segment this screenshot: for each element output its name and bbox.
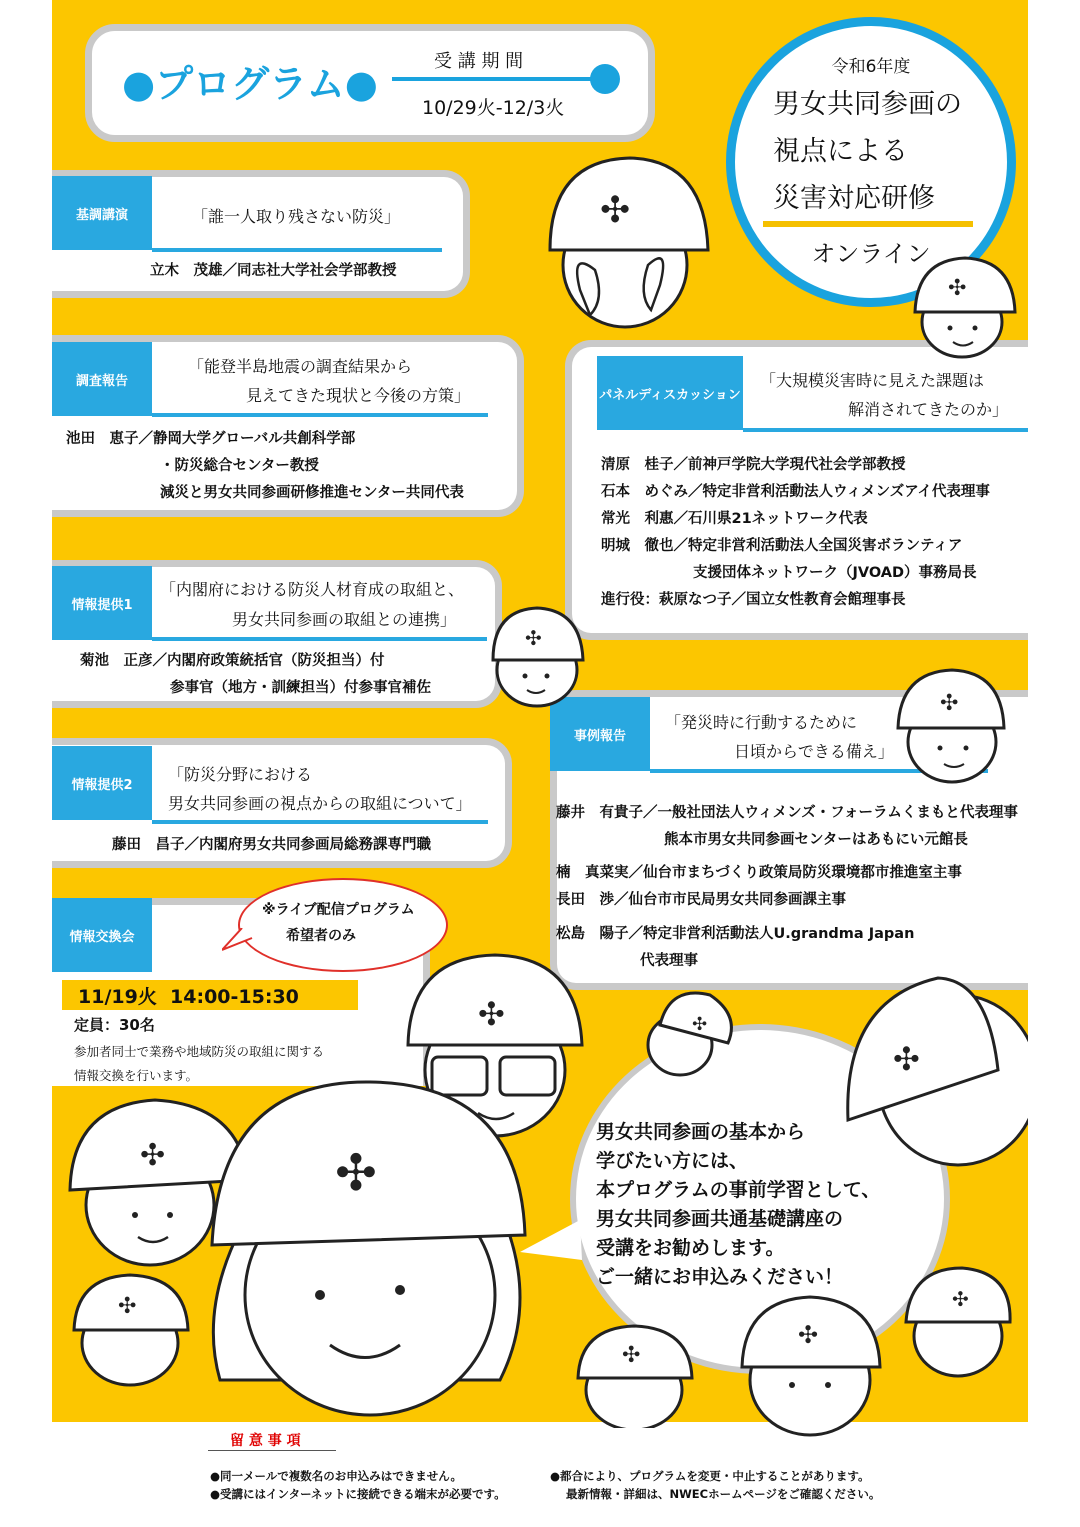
- panel-title-line1: 「大規模災害時に見えた課題は: [760, 371, 985, 390]
- exchange-tag: 情報交換会: [52, 898, 152, 972]
- note-right-1: ●都合により、プログラムを変更・中止することがあります。: [550, 1469, 870, 1483]
- program-label: ●プログラム●: [122, 62, 378, 106]
- course-year: 令和6年度: [831, 57, 911, 77]
- helmet-character-illustration-bottom-center: [572, 1318, 697, 1428]
- svg-text:✣: ✣: [952, 1287, 969, 1311]
- svg-text:✣: ✣: [118, 1294, 137, 1319]
- info1-title-line2: 男女共同参画の取組との連携」: [232, 610, 457, 629]
- info1-speaker-line1: 菊池 正彦／内閣府政策統括官（防災担当）付: [80, 653, 385, 669]
- exchange-datetime: 11/19火 14:00-15:30: [78, 986, 299, 1008]
- info2-title-line2: 男女共同参画の視点からの取組について」: [168, 794, 472, 813]
- survey-title-line1: 「能登半島地震の調査結果から: [188, 357, 413, 376]
- svg-text:✣: ✣: [140, 1138, 166, 1173]
- case-tag: 事例報告: [550, 697, 650, 771]
- panel-underline: [743, 428, 1028, 432]
- program-line: [392, 77, 602, 81]
- course-title-line1: 男女共同参画の: [773, 89, 962, 120]
- svg-text:✣: ✣: [692, 1014, 708, 1035]
- survey-speaker-line2: ・防災総合センター教授: [160, 458, 319, 474]
- case-title-line2: 日頃からできる備え」: [734, 742, 894, 761]
- exchange-capacity: 定員：30名: [74, 1016, 155, 1034]
- notes-heading: 留 意 事 項: [230, 1433, 301, 1449]
- recommend-line4: 男女共同参画共通基礎講座の: [596, 1208, 844, 1230]
- helmet-character-illustration-mid-right: [890, 660, 1010, 785]
- note-left-1: ●同一メールで複数名のお申込みはできません。: [210, 1469, 462, 1483]
- svg-text:✣: ✣: [948, 276, 967, 301]
- recommend-line2: 学びたい方には、: [596, 1150, 749, 1172]
- period-label: 受 講 期 間: [434, 51, 524, 72]
- small-dizzy-helmet-character-illustration: [640, 985, 740, 1080]
- note-right-2: 最新情報・詳細は、NWECホームページをご確認ください。: [566, 1487, 881, 1501]
- survey-speaker-line3: 減災と男女共同参画研修推進センター共同代表: [160, 485, 464, 501]
- period-end-dot: [590, 64, 620, 94]
- recommend-line3: 本プログラムの事前学習として、: [596, 1179, 881, 1201]
- bubble-line2: 希望者のみ: [286, 928, 356, 944]
- info1-tag: 情報提供1: [52, 566, 152, 640]
- program-header-box: [85, 24, 655, 142]
- worried-helmet-character-illustration: [520, 140, 730, 340]
- recommend-line1: 男女共同参画の基本から: [596, 1121, 806, 1143]
- note-left-2: ●受講にはインターネットに接続できる端末が必要です。: [210, 1487, 506, 1501]
- case-title-line1: 「発災時に行動するために: [665, 713, 858, 732]
- info1-underline: [152, 637, 487, 641]
- info2-title-line1: 「防災分野における: [168, 765, 313, 784]
- case-speaker-4-cont: 代表理事: [640, 953, 698, 969]
- course-divider: [763, 221, 973, 227]
- svg-text:✣: ✣: [940, 691, 959, 716]
- keynote-title: 「誰一人取り残さない防災」: [192, 207, 401, 226]
- keynote-tag: 基調講演: [52, 176, 152, 250]
- svg-text:✣: ✣: [600, 190, 631, 231]
- helmet-character-illustration-mid-left: [485, 600, 590, 710]
- panel-speaker-4-cont: 支援団体ネットワーク（JVOAD）事務局長: [693, 565, 977, 581]
- survey-underline: [152, 413, 488, 417]
- case-speaker-3: 長田 渉／仙台市市民局男女共同参画課主事: [556, 892, 846, 908]
- info2-tag: 情報提供2: [52, 746, 152, 820]
- notes-heading-underline: [208, 1450, 336, 1451]
- survey-tag: 調査報告: [52, 342, 152, 416]
- course-title-line3: 災害対応研修: [773, 183, 935, 214]
- survey-speaker-line1: 池田 恵子／静岡大学グローバル共創科学部: [66, 431, 356, 447]
- main-long-hair-helmet-character-illustration: [200, 1060, 540, 1422]
- svg-text:✣: ✣: [798, 1321, 819, 1349]
- surprised-helmet-character-illustration: [900, 1260, 1015, 1380]
- grumpy-helmet-character-illustration: [68, 1265, 193, 1390]
- svg-text:✣: ✣: [622, 1343, 641, 1368]
- period-dates: 10/29火-12/3火: [422, 97, 565, 119]
- case-speaker-1: 藤井 有貴子／一般社団法人ウィメンズ・フォーラムくまもと代表理事: [556, 805, 1018, 821]
- braids-helmet-character-illustration: [730, 1285, 890, 1445]
- course-mode: オンライン: [811, 240, 931, 268]
- small-helmet-character-illustration: [905, 250, 1020, 360]
- panel-tag: パネルディスカッション: [597, 356, 743, 430]
- case-speaker-2: 楠 真菜実／仙台市まちづくり政策局防災環境都市推進室主事: [556, 865, 962, 881]
- peeking-helmet-character-illustration: [838, 970, 1028, 1170]
- survey-title-line2: 見えてきた現状と今後の方策」: [246, 386, 471, 405]
- info1-title-line1: 「内閣府における防災人材育成の取組と、: [160, 580, 465, 599]
- info2-speaker: 藤田 昌子／内閣府男女共同参画局総務課専門職: [112, 837, 431, 853]
- recommend-line6: ご一緒にお申込みください！: [596, 1266, 844, 1288]
- bubble-tail: [222, 928, 262, 952]
- bubble-line1: ※ライブ配信プログラム: [262, 902, 415, 918]
- svg-text:✣: ✣: [893, 1040, 920, 1078]
- keynote-underline: [152, 248, 442, 252]
- svg-text:✣: ✣: [335, 1144, 377, 1202]
- svg-text:✣: ✣: [478, 995, 505, 1033]
- panel-speaker-4: 明城 徹也／特定非営利活動法人全国災害ボランティア: [601, 538, 963, 554]
- exchange-desc-line1: 参加者同士で業務や地域防災の取組に関する: [74, 1044, 325, 1059]
- panel-speaker-2: 石本 めぐみ／特定非営利活動法人ウィメンズアイ代表理事: [601, 484, 990, 500]
- panel-title-line2: 解消されてきたのか」: [848, 400, 1009, 419]
- case-speaker-1-cont: 熊本市男女共同参画センターはあもにい元館長: [664, 832, 968, 848]
- svg-text:✣: ✣: [525, 626, 542, 650]
- recommend-line5: 受講をお勧めします。: [596, 1237, 785, 1259]
- keynote-speaker: 立木 茂雄／同志社大学社会学部教授: [150, 263, 397, 279]
- case-speaker-4: 松島 陽子／特定非営利活動法人U.grandma Japan: [556, 926, 915, 942]
- panel-speaker-3: 常光 利惠／石川県21ネットワーク代表: [601, 511, 868, 527]
- info1-speaker-line2: 参事官（地方・訓練担当）付参事官補佐: [170, 680, 431, 696]
- panel-speaker-1: 清原 桂子／前神戸学院大学現代社会学部教授: [601, 457, 906, 473]
- exchange-desc-line2: 情報交換を行います。: [74, 1068, 199, 1083]
- info2-underline: [152, 820, 488, 824]
- course-title-line2: 視点による: [773, 136, 908, 167]
- panel-moderator: 進行役：萩原なつ子／国立女性教育会館理事長: [601, 592, 906, 608]
